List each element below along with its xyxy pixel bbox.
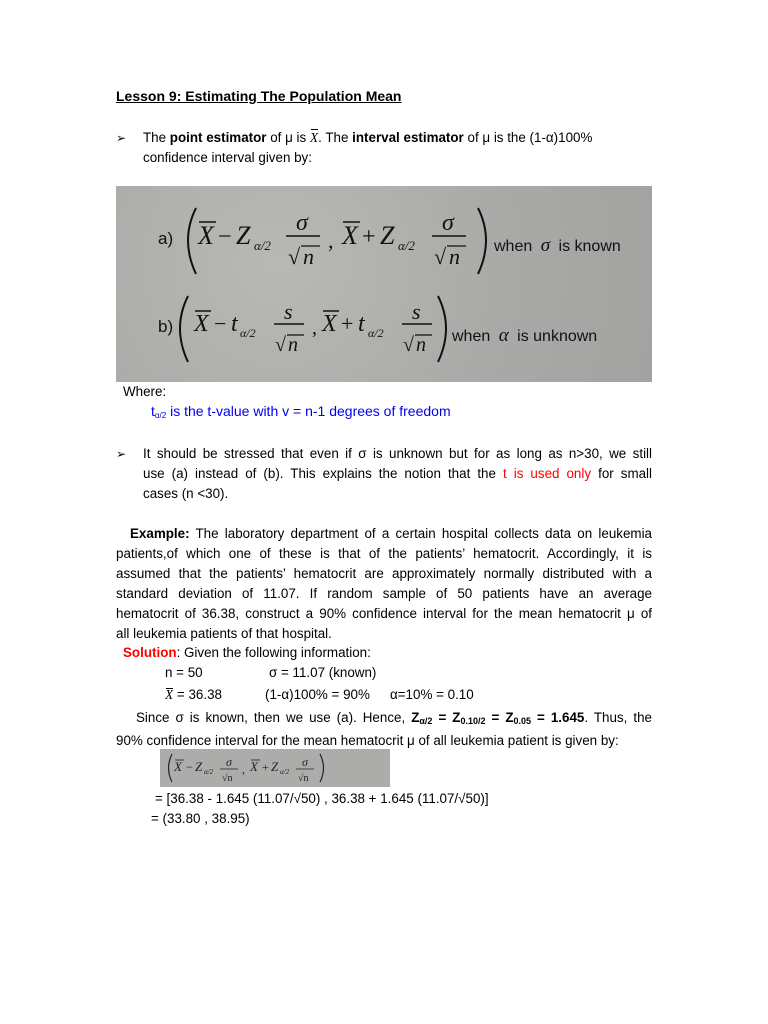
solution-line2: 90% confidence interval for the mean hematocrit μ of all leukemia patient is given by:: [116, 733, 619, 748]
z-equals: = Z: [485, 710, 514, 725]
formula-small-image: [160, 749, 390, 787]
svg-text:n: n: [288, 334, 298, 356]
given-confidence: (1-α)100% = 90%: [265, 687, 370, 702]
svg-text:−: −: [218, 224, 232, 250]
intro-paragraph: [143, 128, 653, 168]
formula-b-when: when: [452, 328, 491, 345]
svg-text:σ: σ: [296, 210, 308, 236]
svg-text:Z: Z: [236, 221, 251, 250]
svg-text:n: n: [303, 244, 314, 269]
z-symbol: Z: [411, 710, 420, 725]
formula-a-known: is known: [558, 238, 621, 255]
xbar-symbol: X: [310, 128, 318, 148]
stress-line1: It should be stressed that even if σ is unknown but for as long as n>30, we still: [143, 446, 652, 461]
example-text: The laboratory department of a certain hospital collects data on leukemia: [189, 526, 652, 541]
svg-text:X: X: [322, 311, 337, 337]
given-n: n = 50: [165, 665, 203, 680]
solution-text: . Thus, the: [584, 710, 652, 725]
example-line3: assumed that the patients’ hematocrit are approximately normally distributed with a: [116, 566, 652, 581]
formula-image: [116, 186, 652, 382]
solution-paragraph: [116, 708, 652, 751]
xbar-symbol: X: [165, 687, 174, 702]
formula-a-when: when: [494, 238, 533, 255]
page-title: Lesson 9: Estimating The Population Mean: [116, 88, 402, 104]
svg-text:n: n: [416, 334, 426, 356]
formula-a-sigma: σ: [540, 235, 551, 256]
t-subscript: α/2: [154, 411, 167, 420]
svg-text:Z: Z: [380, 221, 395, 250]
example-line4: standard deviation of 11.07. If random sample of 50 patients have an average: [116, 586, 652, 601]
result-line: = (33.80 , 38.95): [151, 811, 250, 826]
t-definition-text: is the t-value with v = n-1 degrees of freedom: [166, 403, 451, 419]
solution-intro: : Given the following information:: [176, 645, 371, 660]
formula-b-label: b): [158, 317, 174, 336]
paren-right: [478, 208, 486, 274]
stress-paragraph: [143, 444, 652, 504]
stress-text: use (a) instead of (b). This explains the notion that the: [143, 466, 503, 481]
t-symbol: t: [151, 403, 155, 419]
svg-text:α/2: α/2: [254, 238, 271, 253]
intro-text: The: [143, 130, 170, 145]
svg-text:√: √: [403, 334, 414, 356]
stress-line3: cases (n <30).: [143, 486, 229, 501]
formula-b-alpha: α: [498, 325, 509, 346]
point-estimator-term: point estimator: [169, 130, 267, 145]
stress-text: for small: [591, 466, 652, 481]
solution-label: Solution: [123, 645, 177, 660]
intro-text-line2: confidence interval given by:: [143, 150, 312, 165]
svg-text:−: −: [186, 760, 193, 774]
solution-text: Since σ is known, then we use (a). Hence,: [136, 710, 412, 725]
formula-b-unknown: is unknown: [517, 328, 598, 345]
svg-text:Z: Z: [271, 759, 279, 774]
svg-text:√n: √n: [298, 773, 309, 784]
z-subscript: α/2: [419, 716, 433, 726]
svg-text:α/2: α/2: [280, 768, 290, 776]
svg-text:when σ is known: [493, 235, 621, 256]
svg-text:+: +: [362, 224, 376, 250]
solution-line1: [116, 708, 652, 731]
example-line2: patients,of which one of these is that of the patients’ hematocrit. Accordingly, it is: [116, 546, 652, 561]
given-sigma: σ = 11.07 (known): [269, 665, 377, 680]
svg-text:,: ,: [328, 228, 334, 253]
solution-heading: [123, 645, 371, 660]
svg-text:t: t: [231, 311, 238, 337]
svg-text:α/2: α/2: [240, 326, 256, 340]
t-definition: [151, 403, 451, 420]
svg-text:s: s: [284, 299, 293, 324]
svg-text:√: √: [275, 334, 286, 356]
svg-text:s: s: [412, 299, 421, 324]
stress-highlight: t is used only: [502, 466, 592, 481]
svg-text:when α is unknown: [451, 325, 597, 346]
svg-text:√n: √n: [222, 773, 233, 784]
example-line5: hematocrit of 36.38, construct a 90% confidence interval for the mean hematocrit μ of: [116, 606, 652, 621]
example-line6: all leukemia patients of that hospital.: [116, 626, 332, 641]
svg-text:σ: σ: [226, 755, 232, 769]
intro-text: of μ is the (1-α)100%: [463, 130, 593, 145]
z-equals: = Z: [432, 710, 461, 725]
z-value: = 1.645: [531, 710, 585, 725]
example-label: Example:: [130, 526, 190, 541]
svg-text:α/2: α/2: [368, 326, 384, 340]
example-paragraph: [116, 524, 652, 644]
z-subscript: 0.10/2: [460, 716, 486, 726]
intro-text: of μ is: [266, 130, 310, 145]
svg-text:−: −: [214, 311, 227, 336]
where-label: Where:: [123, 384, 167, 399]
svg-text:α/2: α/2: [204, 768, 214, 776]
formula-a-label: a): [158, 229, 174, 248]
svg-text:n: n: [449, 244, 460, 269]
interval-estimator-term: interval estimator: [352, 130, 464, 145]
formula-a-body: X: [198, 221, 214, 250]
given-xbar: [165, 687, 222, 703]
svg-text:X: X: [342, 221, 358, 250]
calculation-line: = [36.38 - 1.645 (11.07/√50) , 36.38 + 1.645 (11.07/√50)]: [155, 791, 489, 806]
svg-text:+: +: [262, 760, 269, 774]
z-subscript: 0.05: [513, 716, 532, 726]
intro-text: . The: [318, 130, 353, 145]
svg-text:Z: Z: [195, 759, 203, 774]
given-alpha: α=10% = 0.10: [390, 687, 474, 702]
svg-text:X: X: [174, 759, 182, 774]
stress-line2: [143, 464, 652, 484]
svg-text:+: +: [341, 311, 354, 336]
svg-text:√: √: [288, 244, 301, 269]
paren-left: [188, 208, 196, 274]
svg-text:t: t: [358, 311, 365, 337]
example-line1: [116, 524, 652, 544]
bullet-arrow-icon: ➢: [116, 447, 127, 461]
svg-text:α/2: α/2: [398, 238, 415, 253]
z-expression: [411, 710, 584, 725]
bullet-arrow-icon: ➢: [116, 131, 127, 145]
xbar-value: = 36.38: [173, 687, 222, 702]
formula-b-body: X: [194, 311, 209, 337]
svg-text:X: X: [250, 759, 258, 774]
svg-text:,: ,: [242, 762, 245, 776]
svg-text:σ: σ: [442, 210, 454, 236]
svg-text:σ: σ: [302, 755, 308, 769]
svg-text:,: ,: [312, 317, 317, 339]
svg-text:√: √: [434, 244, 447, 269]
